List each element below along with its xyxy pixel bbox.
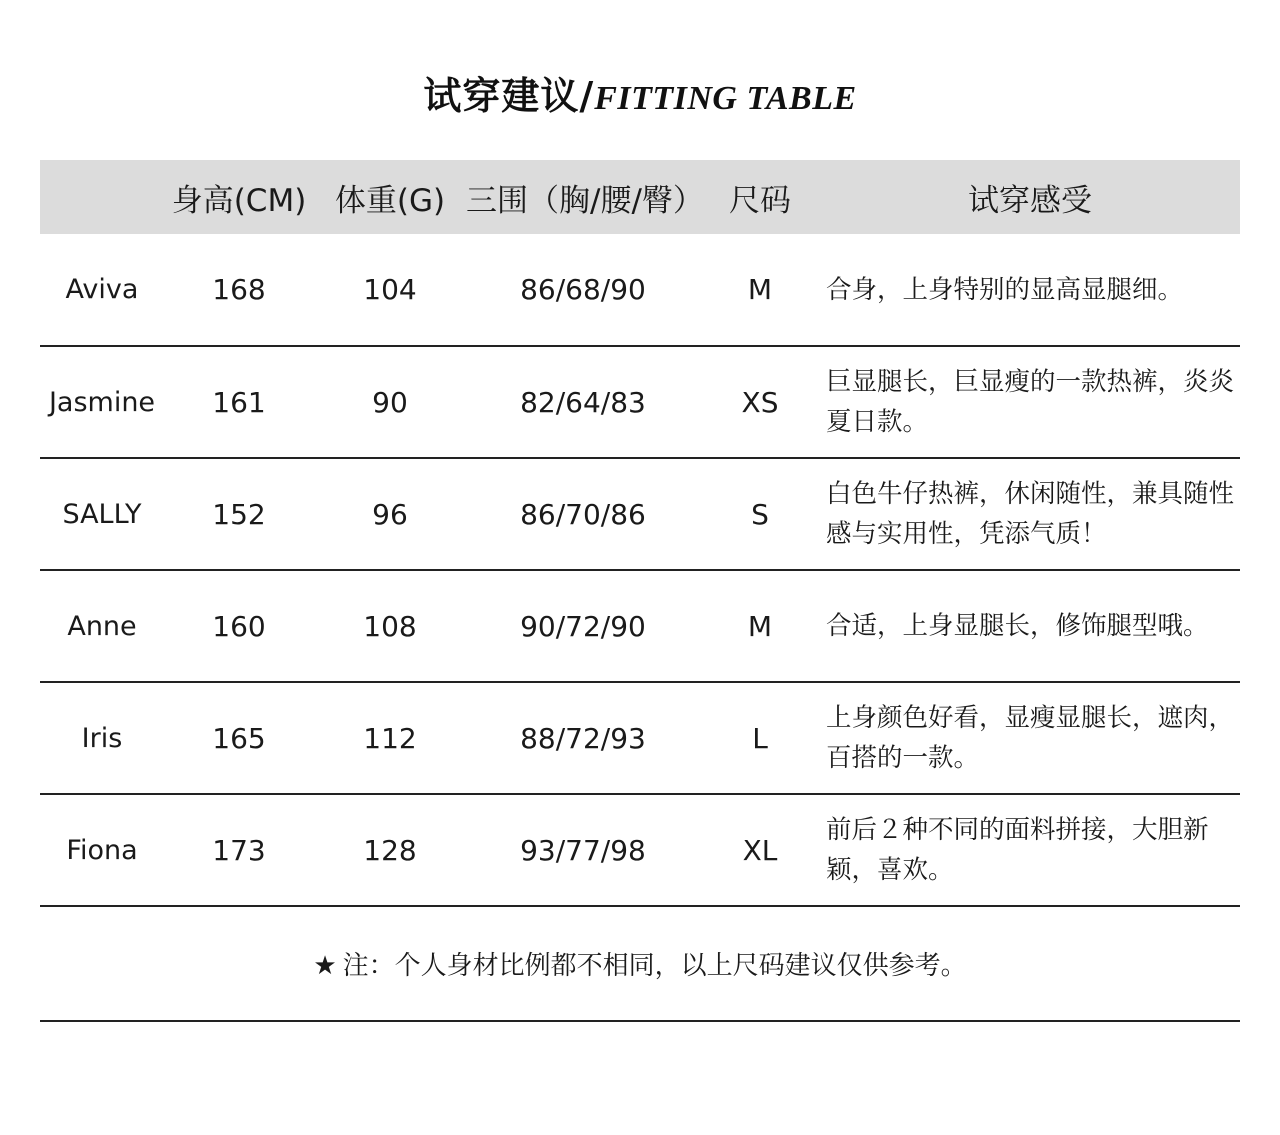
cell-measurements: 82/64/83 (520, 385, 646, 419)
cell-feedback: 合适，上身显腿长，修饰腿型哦。 (826, 611, 1209, 641)
page-title-cn: 试穿建议/ (423, 74, 595, 118)
cell-name: Jasmine (48, 386, 156, 418)
cell-measurements: 93/77/98 (520, 833, 646, 867)
cell-height: 160 (212, 609, 266, 643)
cell-feedback: 上身颜色好看，显瘦显腿长，遮肉，百搭的一款。 (826, 703, 1235, 773)
cell-name: Anne (67, 610, 137, 642)
footnote-note: 注：个人身材比例都不相同，以上尺码建议仅供参考。 (342, 950, 967, 981)
table-row (40, 459, 1240, 571)
table-row (40, 571, 1240, 683)
cell-height: 168 (212, 273, 266, 306)
cell-size: L (752, 721, 768, 755)
cell-feedback: 前后２种不同的面料拼接，大胆新颖，喜欢。 (826, 815, 1209, 885)
cell-height: 152 (212, 497, 266, 531)
cell-size: XS (741, 385, 779, 419)
table-row (40, 795, 1240, 907)
cell-weight: 104 (363, 273, 417, 306)
cell-name: SALLY (62, 498, 142, 530)
cell-measurements: 86/68/90 (520, 273, 646, 306)
page-title (0, 70, 1280, 125)
page-title-en: FITTING TABLE (594, 80, 857, 117)
star-icon: ★ (313, 950, 337, 981)
cell-weight: 112 (363, 721, 417, 755)
cell-size: M (747, 273, 773, 306)
header-size: 尺码 (729, 182, 791, 219)
cell-measurements: 86/70/86 (520, 497, 646, 531)
table-row (40, 347, 1240, 459)
header-feedback: 试穿感受 (968, 182, 1092, 219)
header-weight: 体重(G) (334, 182, 446, 219)
table-row (40, 683, 1240, 795)
cell-name: Fiona (66, 834, 138, 866)
header-measurements: 三围（胸/腰/臀） (466, 182, 704, 219)
footnote (40, 912, 1240, 1022)
cell-feedback: 白色牛仔热裤，休闲随性，兼具随性感与实用性，凭添气质！ (826, 479, 1235, 549)
footnote-text (313, 945, 966, 982)
cell-measurements: 88/72/93 (520, 721, 646, 755)
cell-weight: 90 (372, 385, 408, 419)
cell-name: Iris (81, 722, 123, 754)
cell-feedback: 合身，上身特别的显高显腿细。 (826, 274, 1184, 305)
table-row (40, 234, 1240, 347)
cell-weight: 128 (363, 833, 417, 867)
fitting-table (40, 160, 1240, 907)
cell-height: 173 (212, 833, 266, 867)
cell-height: 161 (212, 385, 266, 419)
cell-weight: 108 (363, 609, 417, 643)
header-height: 身高(CM) (171, 182, 307, 219)
cell-height: 165 (212, 721, 266, 755)
cell-size: S (751, 497, 769, 531)
cell-name: Aviva (65, 274, 139, 305)
cell-size: M (747, 609, 773, 643)
cell-weight: 96 (372, 497, 408, 531)
cell-measurements: 90/72/90 (520, 609, 646, 643)
table-header-row (40, 160, 1240, 234)
cell-feedback: 巨显腿长，巨显瘦的一款热裤，炎炎夏日款。 (826, 367, 1235, 437)
cell-size: XL (742, 833, 778, 867)
